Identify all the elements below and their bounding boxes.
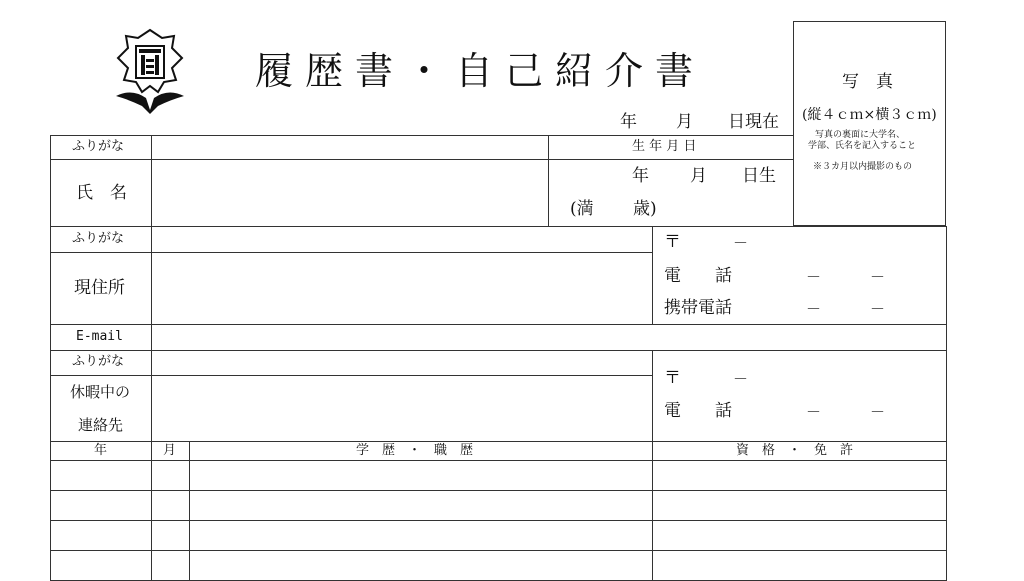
age-close-label: 歳): [633, 199, 657, 219]
postal-dash-1: －: [733, 234, 749, 252]
document-title: 履歴書・自己紹介書: [255, 49, 706, 93]
license-header: 資 格 ・ 免 許: [736, 443, 854, 458]
birth-month-label: 月: [690, 166, 707, 186]
birth-day-label: 日生: [742, 166, 776, 186]
name-input[interactable]: [152, 160, 548, 226]
email-input[interactable]: [152, 325, 946, 350]
vacation-label-1: 休暇中の: [70, 383, 131, 401]
photo-box: [793, 21, 946, 226]
address-label: 現住所: [74, 278, 125, 298]
address-input[interactable]: [152, 253, 652, 324]
birth-date-header: 生 年 月 日: [632, 139, 697, 154]
phone-dash-2a: －: [806, 403, 822, 421]
furigana-label-2: ふりがな: [72, 231, 125, 246]
mobile-dash-a: －: [806, 300, 822, 318]
phone-dash-2b: －: [870, 403, 886, 421]
history-education-header: 学 歴 ・ 職 歴: [356, 443, 474, 458]
date-month-label: 月: [676, 112, 693, 132]
name-label: 氏 名: [76, 183, 127, 203]
mobile-dash-b: －: [870, 300, 886, 318]
university-emblem: [112, 26, 188, 114]
date-day-label: 日現在: [728, 112, 779, 132]
postal-mark-2: 〒: [664, 368, 681, 388]
phone-dash-1a: －: [806, 268, 822, 286]
furigana-label-1: ふりがな: [72, 139, 125, 154]
vacation-label-2: 連絡先: [78, 416, 124, 434]
photo-note-1: 写真の裏面に大学名、: [815, 130, 906, 140]
furigana-label-3: ふりがな: [72, 354, 125, 369]
photo-note-2: 学部、氏名を記入すること: [808, 141, 917, 151]
phone-label-2: 電 話: [664, 401, 732, 421]
phone-dash-1b: －: [870, 268, 886, 286]
email-label: E-mail: [76, 329, 123, 344]
mobile-label: 携帯電話: [664, 298, 732, 318]
photo-size: (縦４ｃｍ×横３ｃｍ): [802, 107, 937, 123]
photo-note-3: ※３カ月以内撮影のもの: [813, 162, 913, 172]
date-year-label: 年: [620, 112, 637, 132]
birth-year-label: 年: [632, 166, 649, 186]
photo-label: 写 真: [842, 72, 893, 92]
history-month-header: 月: [163, 443, 177, 458]
phone-label-1: 電 話: [664, 266, 732, 286]
postal-mark-1: 〒: [664, 232, 681, 252]
history-year-header: 年: [94, 443, 108, 458]
age-open-label: (満: [570, 199, 594, 219]
postal-dash-2: －: [733, 370, 749, 388]
